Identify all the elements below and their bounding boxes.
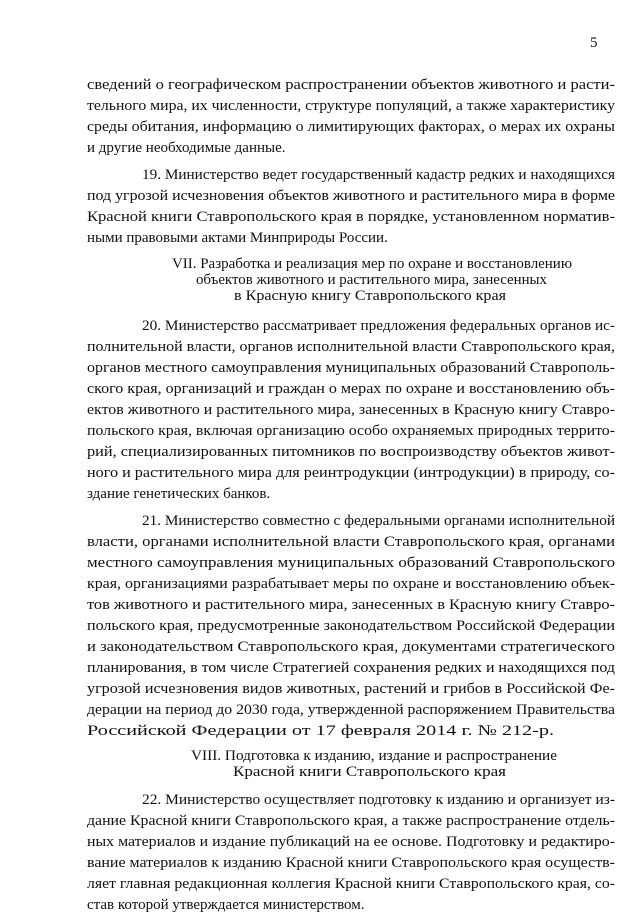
text-line: польского края, предусмотренные законодательством Российской Федерации <box>87 618 615 634</box>
section-heading-vii: VII. Разработка и реализация мер по охране и восстановлению <box>172 256 572 272</box>
section-heading-viii: VIII. Подготовка к изданию, издание и распространение <box>191 748 557 764</box>
text-line: польского края, включая организацию особо охраняемых природных террито- <box>87 423 615 439</box>
text-line: тов животного и растительного мира, занесенных в Красную книгу Ставро- <box>87 597 615 613</box>
text-line: 19. Министерство ведет государственный кадастр редких и находящихся <box>142 167 615 183</box>
section-heading-viii: Красной книги Ставропольского края <box>233 764 506 780</box>
text-line: под угрозой исчезновения объектов животного и растительного мира в форме <box>87 188 615 204</box>
text-line: местного самоуправления муниципальных образований Ставропольского <box>87 555 615 571</box>
text-line: Российской Федерации от 17 февраля 2014 г. № 212-р. <box>87 723 554 739</box>
text-line: дерации на период до 2030 года, утвержденной распоряжением Правительства <box>87 702 615 718</box>
text-line: ского края, организаций и граждан о мерах по охране и восстановлению объ- <box>87 381 615 397</box>
text-line: планирования, в том числе Стратегией сохранения редких и находящихся под <box>87 660 615 676</box>
text-line: 20. Министерство рассматривает предложения федеральных органов ис- <box>142 318 615 334</box>
text-line: и законодательством Ставропольского края, документами стратегического <box>87 639 615 655</box>
section-heading-vii: в Красную книгу Ставропольского края <box>234 288 506 304</box>
text-line: став которой утверждается министерством. <box>87 897 365 913</box>
text-line: полнительной власти, органов исполнительной власти Ставропольского края, <box>87 339 615 355</box>
text-line: 22. Министерство осуществляет подготовку к изданию и организует из- <box>142 792 615 808</box>
text-line: ных материалов и издание публикаций на ее основе. Подготовку и редактиро- <box>87 834 615 850</box>
text-line: рий, специализированных питомников по воспроизводству объектов живот- <box>87 444 615 460</box>
text-line: власти, органами исполнительной власти Ставропольского края, органами <box>87 534 615 550</box>
text-line: среды обитания, информацию о лимитирующих факторах, о мерах их охраны <box>87 119 615 135</box>
text-line: здание генетических банков. <box>87 486 271 502</box>
text-line: органов местного самоуправления муниципальных образований Ставрополь- <box>87 360 615 376</box>
text-line: Красной книги Ставропольского края в порядке, установленном норматив- <box>87 209 615 225</box>
text-line: и другие необходимые данные. <box>87 140 286 156</box>
text-line: тельного мира, их численности, структуре популяций, а также характеристику <box>87 98 615 114</box>
text-line: ными правовыми актами Минприроды России. <box>87 230 388 246</box>
text-line: края, организациями разрабатывает меры по охране и восстановлению объек- <box>87 576 615 592</box>
text-line: вание материалов к изданию Красной книги Ставропольского края осуществ- <box>87 855 615 871</box>
text-line: дание Красной книги Ставропольского края, а также распространение отдель- <box>87 813 615 829</box>
section-heading-vii: объектов животного и растительного мира, занесенных <box>196 272 547 288</box>
text-line: ного и растительного мира для реинтродукции (интродукции) в природу, со- <box>87 465 615 481</box>
text-line: ляет главная редакционная коллегия Красной книги Ставропольского края, со- <box>87 876 615 892</box>
text-line: сведений о географическом распространении объектов животного и расти- <box>87 77 615 93</box>
page-number: 5 <box>590 35 598 51</box>
text-line: ектов животного и растительного мира, занесенных в Красную книгу Ставро- <box>87 402 615 418</box>
text-line: угрозой исчезновения видов животных, растений и грибов в Российской Фе- <box>87 681 615 697</box>
text-line: 21. Министерство совместно с федеральными органами исполнительной <box>142 513 615 529</box>
